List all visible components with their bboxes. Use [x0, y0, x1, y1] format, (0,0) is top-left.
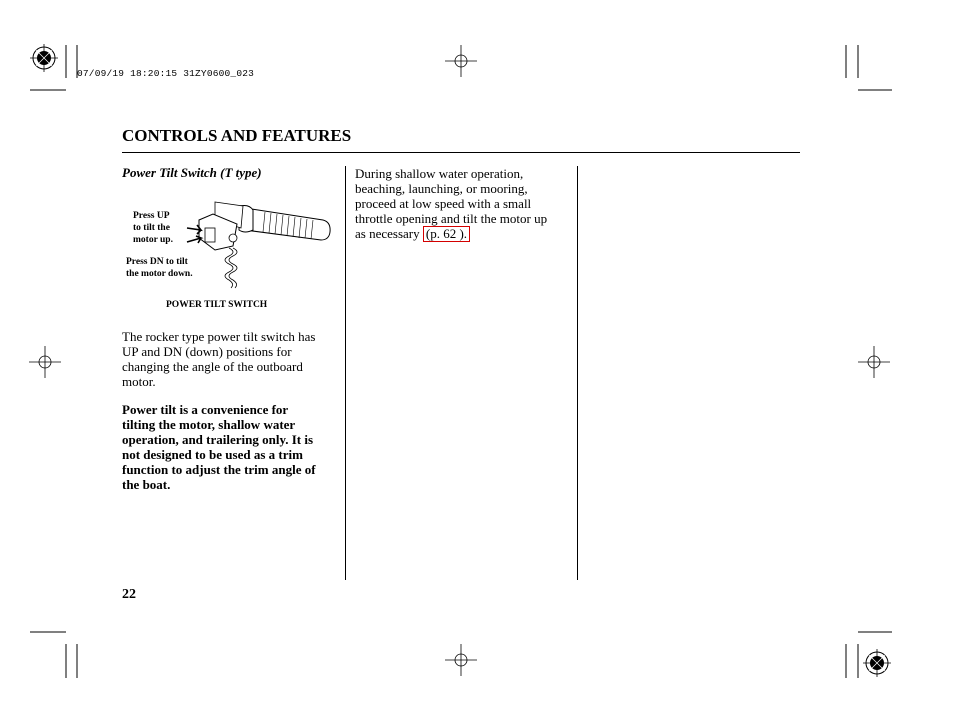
registration-target-icon: [863, 649, 891, 677]
print-stamp: 07/09/19 18:20:15 31ZY0600_023: [77, 68, 255, 79]
callout-press-dn: Press DN to tilt the motor down.: [126, 257, 193, 279]
page-title: CONTROLS AND FEATURES: [122, 126, 352, 145]
subheading: Power Tilt Switch (T type): [122, 165, 262, 180]
page-reference-link[interactable]: (p. 62 ).: [423, 226, 470, 242]
title-rule: [122, 152, 800, 153]
registration-target-icon: [30, 44, 58, 72]
column-divider: [577, 166, 578, 580]
figure-caption: POWER TILT SWITCH: [166, 300, 268, 310]
callout-press-up: Press UP to tilt the motor up.: [133, 211, 173, 245]
shallow-water-paragraph: During shallow water operation, beaching, launching, or mooring, proceed at low speed with a small throttle opening and tilt the motor up as necessary (p. 62 ).: [355, 166, 548, 241]
power-tilt-switch-illustration: [185, 190, 335, 290]
paragraph-warning: Power tilt is a convenience for tilting the motor, shallow water operation, and trailering only. It is not designed to be used as a trim function to adjust the trim angle of the boat.: [122, 402, 316, 492]
column-divider: [345, 166, 346, 580]
page-number: 22: [122, 587, 136, 602]
paragraph-intro: The rocker type power tilt switch has UP and DN (down) positions for changing the angle of the outboard motor.: [122, 329, 316, 389]
